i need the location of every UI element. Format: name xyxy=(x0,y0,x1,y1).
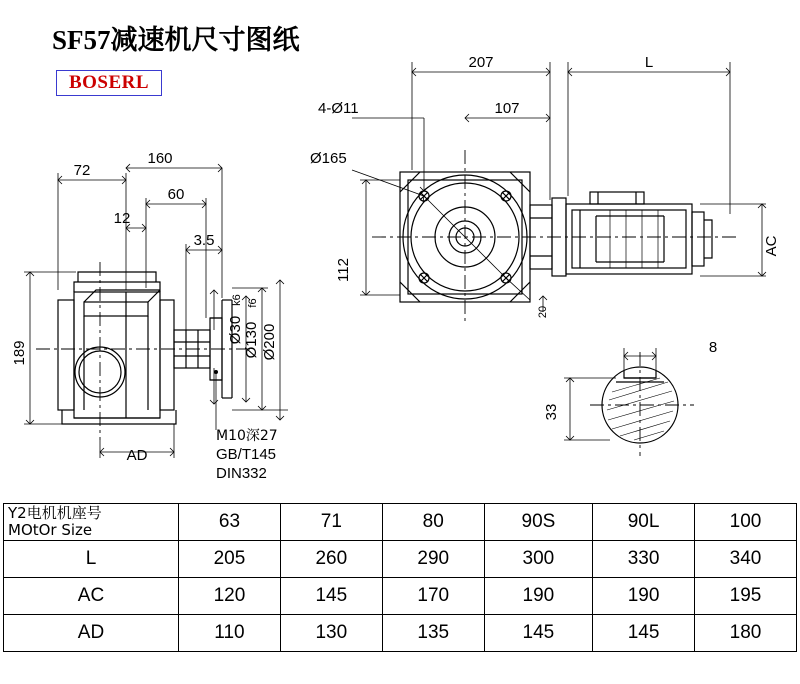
dim-d30: Ø30 xyxy=(227,315,244,345)
table-cell: 120 xyxy=(179,578,281,615)
table-col-header: 63 xyxy=(179,504,281,541)
dim-60: 60 xyxy=(167,186,185,203)
dim-189: 189 xyxy=(11,340,28,366)
table-cell: 330 xyxy=(593,541,695,578)
left-view-dimension-lines xyxy=(24,164,288,458)
table-header-label xyxy=(4,504,179,541)
table-row xyxy=(4,578,797,615)
table-row-label: AD xyxy=(4,615,179,652)
table-cell: 300 xyxy=(484,541,592,578)
table-cell: 145 xyxy=(280,578,382,615)
dim-ac-label: AC xyxy=(763,235,780,257)
table-cell: 195 xyxy=(695,578,797,615)
dim-d200: Ø200 xyxy=(261,323,278,361)
dim-d130-tolerance: f6 xyxy=(247,298,259,308)
table-row xyxy=(4,541,797,578)
table-cell: 110 xyxy=(179,615,281,652)
key-view-dimension-lines xyxy=(564,348,656,440)
motor-size-table xyxy=(3,503,797,652)
table-row xyxy=(4,504,797,541)
dim-112: 112 xyxy=(335,258,352,282)
table-col-header: 90L xyxy=(593,504,695,541)
dim-3-5: 3.5 xyxy=(193,232,215,249)
table-cell: 190 xyxy=(593,578,695,615)
table-row-label: L xyxy=(4,541,179,578)
dim-ad-label: AD xyxy=(126,447,148,464)
dim-12: 12 xyxy=(113,210,131,227)
left-view-housing xyxy=(58,272,176,424)
left-view-centerline xyxy=(36,262,250,440)
dim-8: 8 xyxy=(708,339,718,356)
dim-4-holes: 4-Ø11 xyxy=(318,100,359,117)
brand-logo-text: BOSERL xyxy=(68,72,150,93)
table-cell: 290 xyxy=(382,541,484,578)
note-standard-gb: GB/T145 xyxy=(216,446,277,463)
table-header-label-cn: Y2电机机座号 xyxy=(8,504,102,522)
table-cell: 170 xyxy=(382,578,484,615)
page-title: SF57减速机尺寸图纸 xyxy=(52,25,300,55)
table-col-header: 100 xyxy=(695,504,797,541)
dim-d130: Ø130 xyxy=(243,321,260,359)
table-cell: 145 xyxy=(484,615,592,652)
dim-160: 160 xyxy=(147,150,173,167)
dim-72: 72 xyxy=(73,162,91,179)
top-view-centerline xyxy=(372,150,740,322)
table-cell: 145 xyxy=(593,615,695,652)
table-header-label-en: MOtOr Size xyxy=(8,521,93,539)
dim-pcd-165: Ø165 xyxy=(310,150,347,167)
table-cell: 135 xyxy=(382,615,484,652)
table-cell: 205 xyxy=(179,541,281,578)
dim-20: 20 xyxy=(537,305,549,319)
top-view-dimension-lines xyxy=(352,62,766,312)
table-cell: 130 xyxy=(280,615,382,652)
table-col-header: 80 xyxy=(382,504,484,541)
dim-d30-tolerance: k6 xyxy=(231,294,243,306)
dim-207: 207 xyxy=(468,54,494,71)
dim-33: 33 xyxy=(543,403,560,421)
table-cell: 340 xyxy=(695,541,797,578)
table-cell: 260 xyxy=(280,541,382,578)
dim-107: 107 xyxy=(494,100,520,117)
dim-L-label: L xyxy=(644,54,654,71)
table-row-label: AC xyxy=(4,578,179,615)
table-cell: 190 xyxy=(484,578,592,615)
note-standard-din: DIN332 xyxy=(216,465,267,482)
table-col-header: 71 xyxy=(280,504,382,541)
note-thread-depth: M10深27 xyxy=(216,428,278,444)
table-cell: 180 xyxy=(695,615,797,652)
table-row xyxy=(4,615,797,652)
table-col-header: 90S xyxy=(484,504,592,541)
